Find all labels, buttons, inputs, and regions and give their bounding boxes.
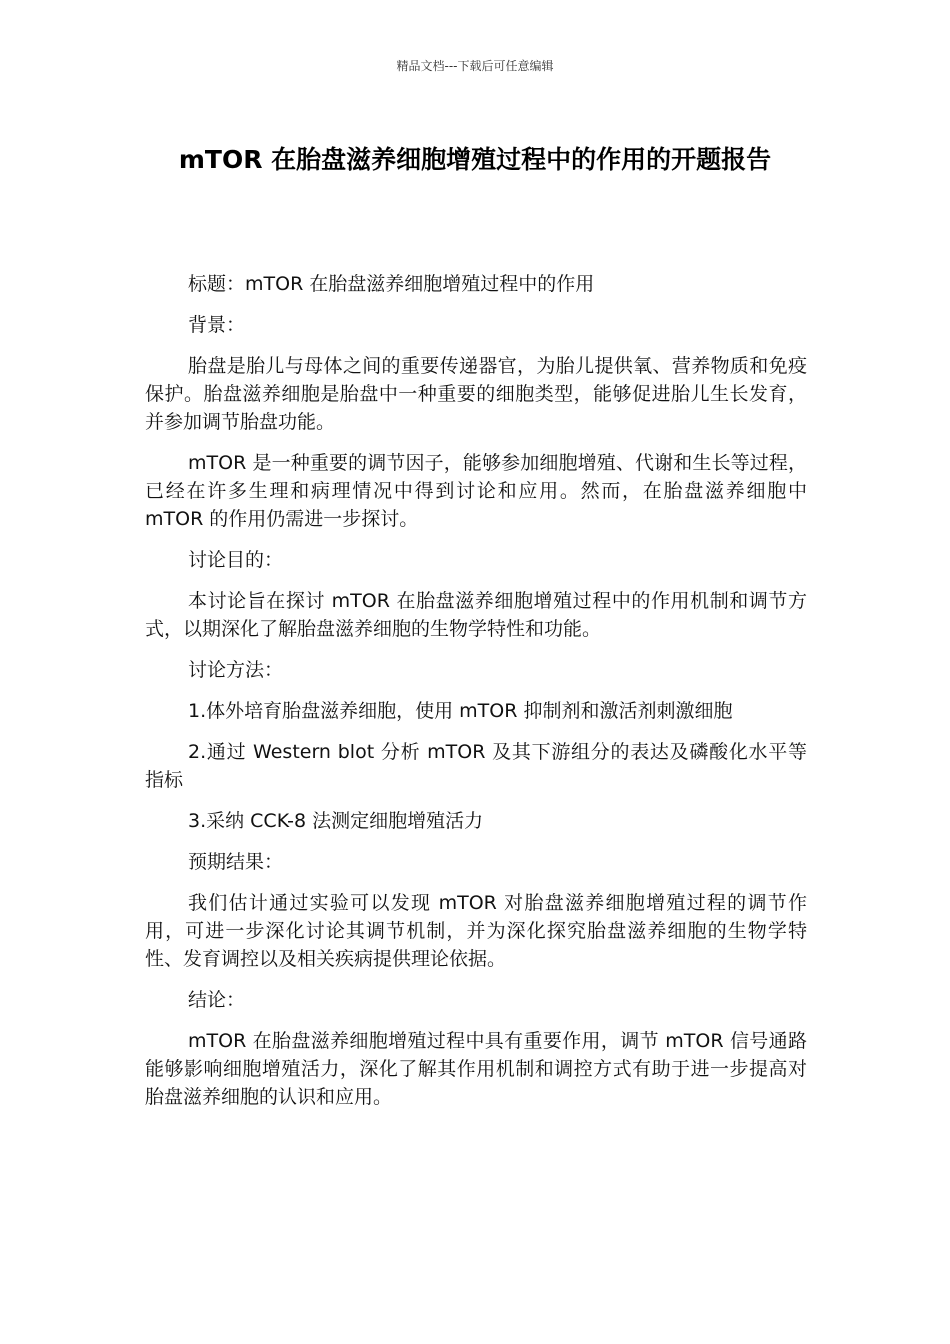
paragraph-expected-results: 我们估计通过实验可以发现 mTOR 对胎盘滋养细胞增殖过程的调节作用，可进一步深化讨论其调节机制，并为深化探究胎盘滋养细胞的生物学特性、发育调控以及相关疾病提供理论依据。 xyxy=(145,892,807,970)
paragraph-purpose: 本讨论旨在探讨 mTOR 在胎盘滋养细胞增殖过程中的作用机制和调节方式，以期深化了解胎盘滋养细胞的生物学特性和功能。 xyxy=(145,590,807,640)
heading-conclusion: 结论： xyxy=(188,989,246,1011)
heading-expected-results: 预期结果： xyxy=(188,851,284,873)
heading-title-line: 标题：mTOR 在胎盘滋养细胞增殖过程中的作用 xyxy=(188,273,595,295)
page-header: 精品文档---下载后可任意编辑 xyxy=(396,59,554,73)
paragraph-conclusion: mTOR 在胎盘滋养细胞增殖过程中具有重要作用，调节 mTOR 信号通路能够影响细胞增殖活力，深化了解其作用机制和调控方式有助于进一步提高对胎盘滋养细胞的认识和应用。 xyxy=(145,1030,807,1108)
document-body xyxy=(145,270,807,1124)
heading-methods: 讨论方法： xyxy=(188,659,284,681)
paragraph-background-2: mTOR 是一种重要的调节因子，能够参加细胞增殖、代谢和生长等过程，已经在许多生理和病理情况中得到讨论和应用。然而，在胎盘滋养细胞中 mTOR 的作用仍需进一步探讨。 xyxy=(145,452,807,530)
method-item-1: 1.体外培育胎盘滋养细胞，使用 mTOR 抑制剂和激活剂刺激细胞 xyxy=(188,700,733,722)
method-item-3: 3.采纳 CCK-8 法测定细胞增殖活力 xyxy=(188,810,484,832)
method-item-2: 2.通过 Western blot 分析 mTOR 及其下游组分的表达及磷酸化水平等指标 xyxy=(145,741,807,791)
heading-purpose: 讨论目的： xyxy=(188,549,284,571)
document-title: mTOR 在胎盘滋养细胞增殖过程中的作用的开题报告 xyxy=(178,145,772,174)
paragraph-background-1: 胎盘是胎儿与母体之间的重要传递器官，为胎儿提供氧、营养物质和免疫保护。胎盘滋养细胞是胎盘中一种重要的细胞类型，能够促进胎儿生长发育，并参加调节胎盘功能。 xyxy=(145,355,807,433)
heading-background: 背景： xyxy=(188,314,246,336)
